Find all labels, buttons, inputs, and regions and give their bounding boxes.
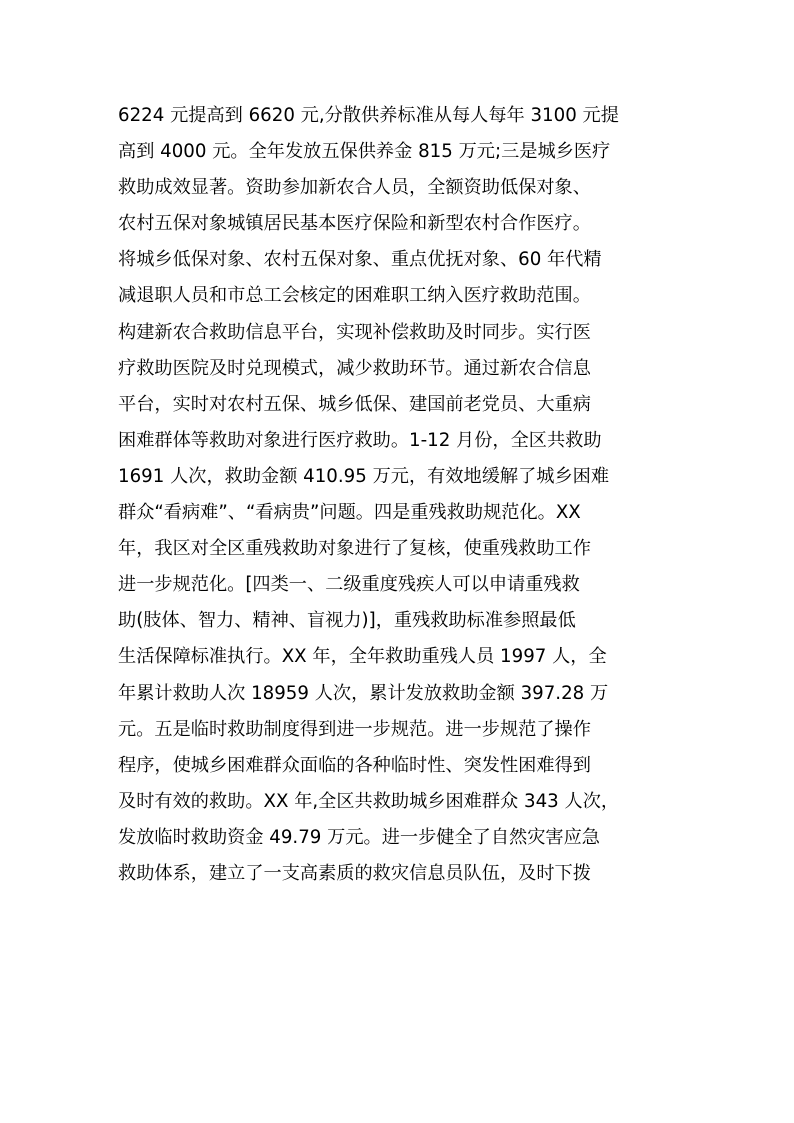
text-line: 构建新农合救助信息平台，实现补偿救助及时同步。实行医 — [118, 321, 591, 343]
text-line: 年，我区对全区重残救助对象进行了复核，使重残救助工作 — [118, 538, 591, 560]
text-line: 救助体系，建立了一支高素质的救灾信息员队伍，及时下拨 — [118, 862, 591, 884]
text-line: 平台，实时对农村五保、城乡低保、建国前老党员、大重病 — [118, 393, 591, 415]
text-line: 农村五保对象城镇居民基本医疗保险和新型农村合作医疗。 — [118, 213, 591, 235]
text-line: 6224 元提高到 6620 元,分散供养标准从每人每年 3100 元提 — [118, 105, 619, 126]
text-line: 助(肢体、智力、精神、盲视力)]，重残救助标准参照最低 — [118, 610, 576, 632]
text-line: 年累计救助人次 18959 人次，累计发放救助金额 397.28 万 — [118, 682, 609, 704]
text-line: 元。五是临时救助制度得到进一步规范。进一步规范了操作 — [118, 718, 591, 740]
text-line: 进一步规范化。[四类一、二级重度残疾人可以申请重残救 — [118, 574, 580, 596]
text-line: 发放临时救助资金 49.79 万元。进一步健全了自然灾害应急 — [118, 826, 600, 848]
body-text — [118, 98, 688, 892]
text-line: 疗救助医院及时兑现模式，减少救助环节。通过新农合信息 — [118, 357, 591, 379]
text-line: 困难群体等救助对象进行医疗救助。1-12 月份，全区共救助 — [118, 429, 602, 451]
text-line: 群众“看病难”、“看病贵”问题。四是重残救助规范化。XX — [118, 502, 581, 524]
text-line: 生活保障标准执行。XX 年，全年救助重残人员 1997 人，全 — [118, 646, 607, 668]
text-line: 救助成效显著。资助参加新农合人员，全额资助低保对象、 — [118, 177, 591, 199]
text-line: 1691 人次，救助金额 410.95 万元，有效地缓解了城乡困难 — [118, 465, 610, 487]
text-line: 程序，使城乡困难群众面临的各种临时性、突发性困难得到 — [118, 754, 591, 776]
text-line: 减退职人员和市总工会核定的困难职工纳入医疗救助范围。 — [118, 285, 591, 307]
text-line: 及时有效的救助。XX 年,全区共救助城乡困难群众 343 人次， — [118, 790, 620, 812]
text-line: 将城乡低保对象、农村五保对象、重点优抚对象、60 年代精 — [118, 249, 602, 271]
text-line: 高到 4000 元。全年发放五保供养金 815 万元;三是城乡医疗 — [118, 141, 611, 163]
